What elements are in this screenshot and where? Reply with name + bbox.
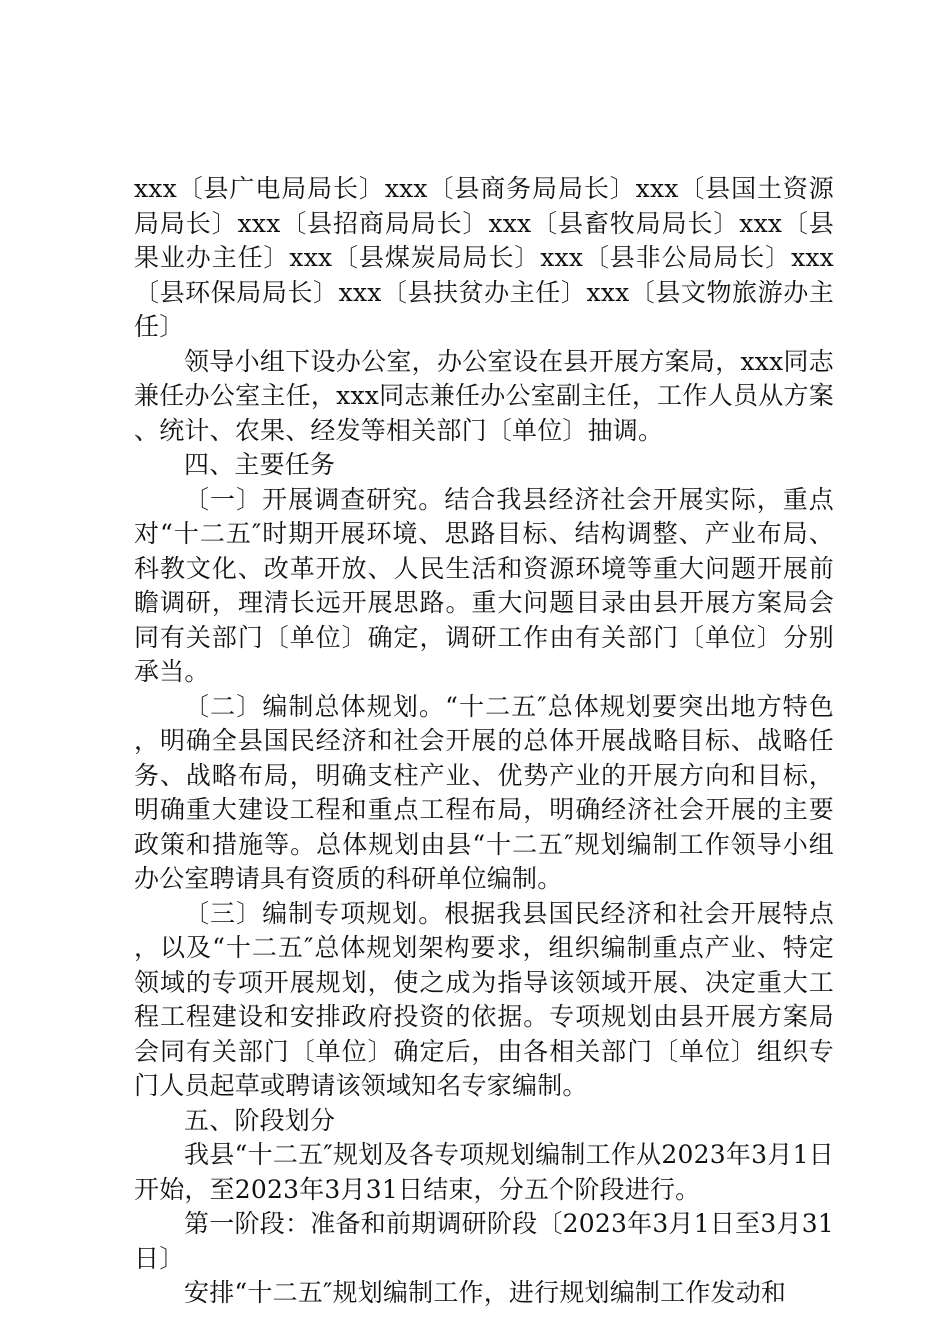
task-research-paragraph: 〔一〕开展调查研究。结合我县经济社会开展实际，重点对“十二五″时期开展环境、思路目标、结构调整、产业布局、科教文化、改革开放、人民生活和资源环境等重大问题开展前瞻调研，理清长远开展思路。重大问题目录由县开展方案局会同有关部门〔单位〕确定，调研工作由有关部门〔单位〕分别承当。 — [134, 484, 834, 686]
document-body — [134, 172, 834, 1311]
stage-one-paragraph: 安排“十二五″规划编制工作，进行规划编制工作发动和 — [184, 1278, 787, 1307]
stage-one-heading: 第一阶段：准备和前期调研阶段〔2023年3月1日至3月31日〕 — [134, 1209, 834, 1273]
task-special-plan-paragraph: 〔三〕编制专项规划。根据我县国民经济和社会开展特点，以及“十二五″总体规划架构要求，组织编制重点产业、特定领域的专项开展规划，使之成为指导该领域开展、决定重大工程工程建设和安排政府投资的依据。专项规划由县开展方案局会同有关部门〔单位〕确定后，由各相关部门〔单位〕组织专门人员起草或聘请该领域知名专家编制。 — [134, 898, 834, 1100]
member-list-paragraph: xxx〔县广电局局长〕xxx〔县商务局局长〕xxx〔县国土资源局局长〕xxx〔县招商局局长〕xxx〔县畜牧局局长〕xxx〔县果业办主任〕xxx〔县煤炭局局长〕xxx〔县非公局局长〕xxx〔县环保局局长〕xxx〔县扶贫办主任〕xxx〔县文物旅游办主任〕 — [134, 174, 834, 341]
task-overall-plan-paragraph: 〔二〕编制总体规划。“十二五″总体规划要突出地方特色，明确全县国民经济和社会开展的总体开展战略目标、战略任务、战略布局，明确支柱产业、优势产业的开展方向和目标，明确重大建设工程和重点工程布局，明确经济社会开展的主要政策和措施等。总体规划由县“十二五″规划编制工作领导小组办公室聘请具有资质的科研单位编制。 — [134, 691, 834, 893]
stages-intro-paragraph: 我县“十二五″规划及各专项规划编制工作从2023年3月1日开始，至2023年3月31日结束，分五个阶段进行。 — [134, 1140, 834, 1204]
section-heading-main-tasks: 四、主要任务 — [184, 450, 336, 479]
office-paragraph: 领导小组下设办公室，办公室设在县开展方案局，xxx同志兼任办公室主任，xxx同志兼任办公室副主任，工作人员从方案、统计、农果、经发等相关部门〔单位〕抽调。 — [134, 346, 834, 445]
section-heading-stages: 五、阶段划分 — [184, 1105, 336, 1135]
